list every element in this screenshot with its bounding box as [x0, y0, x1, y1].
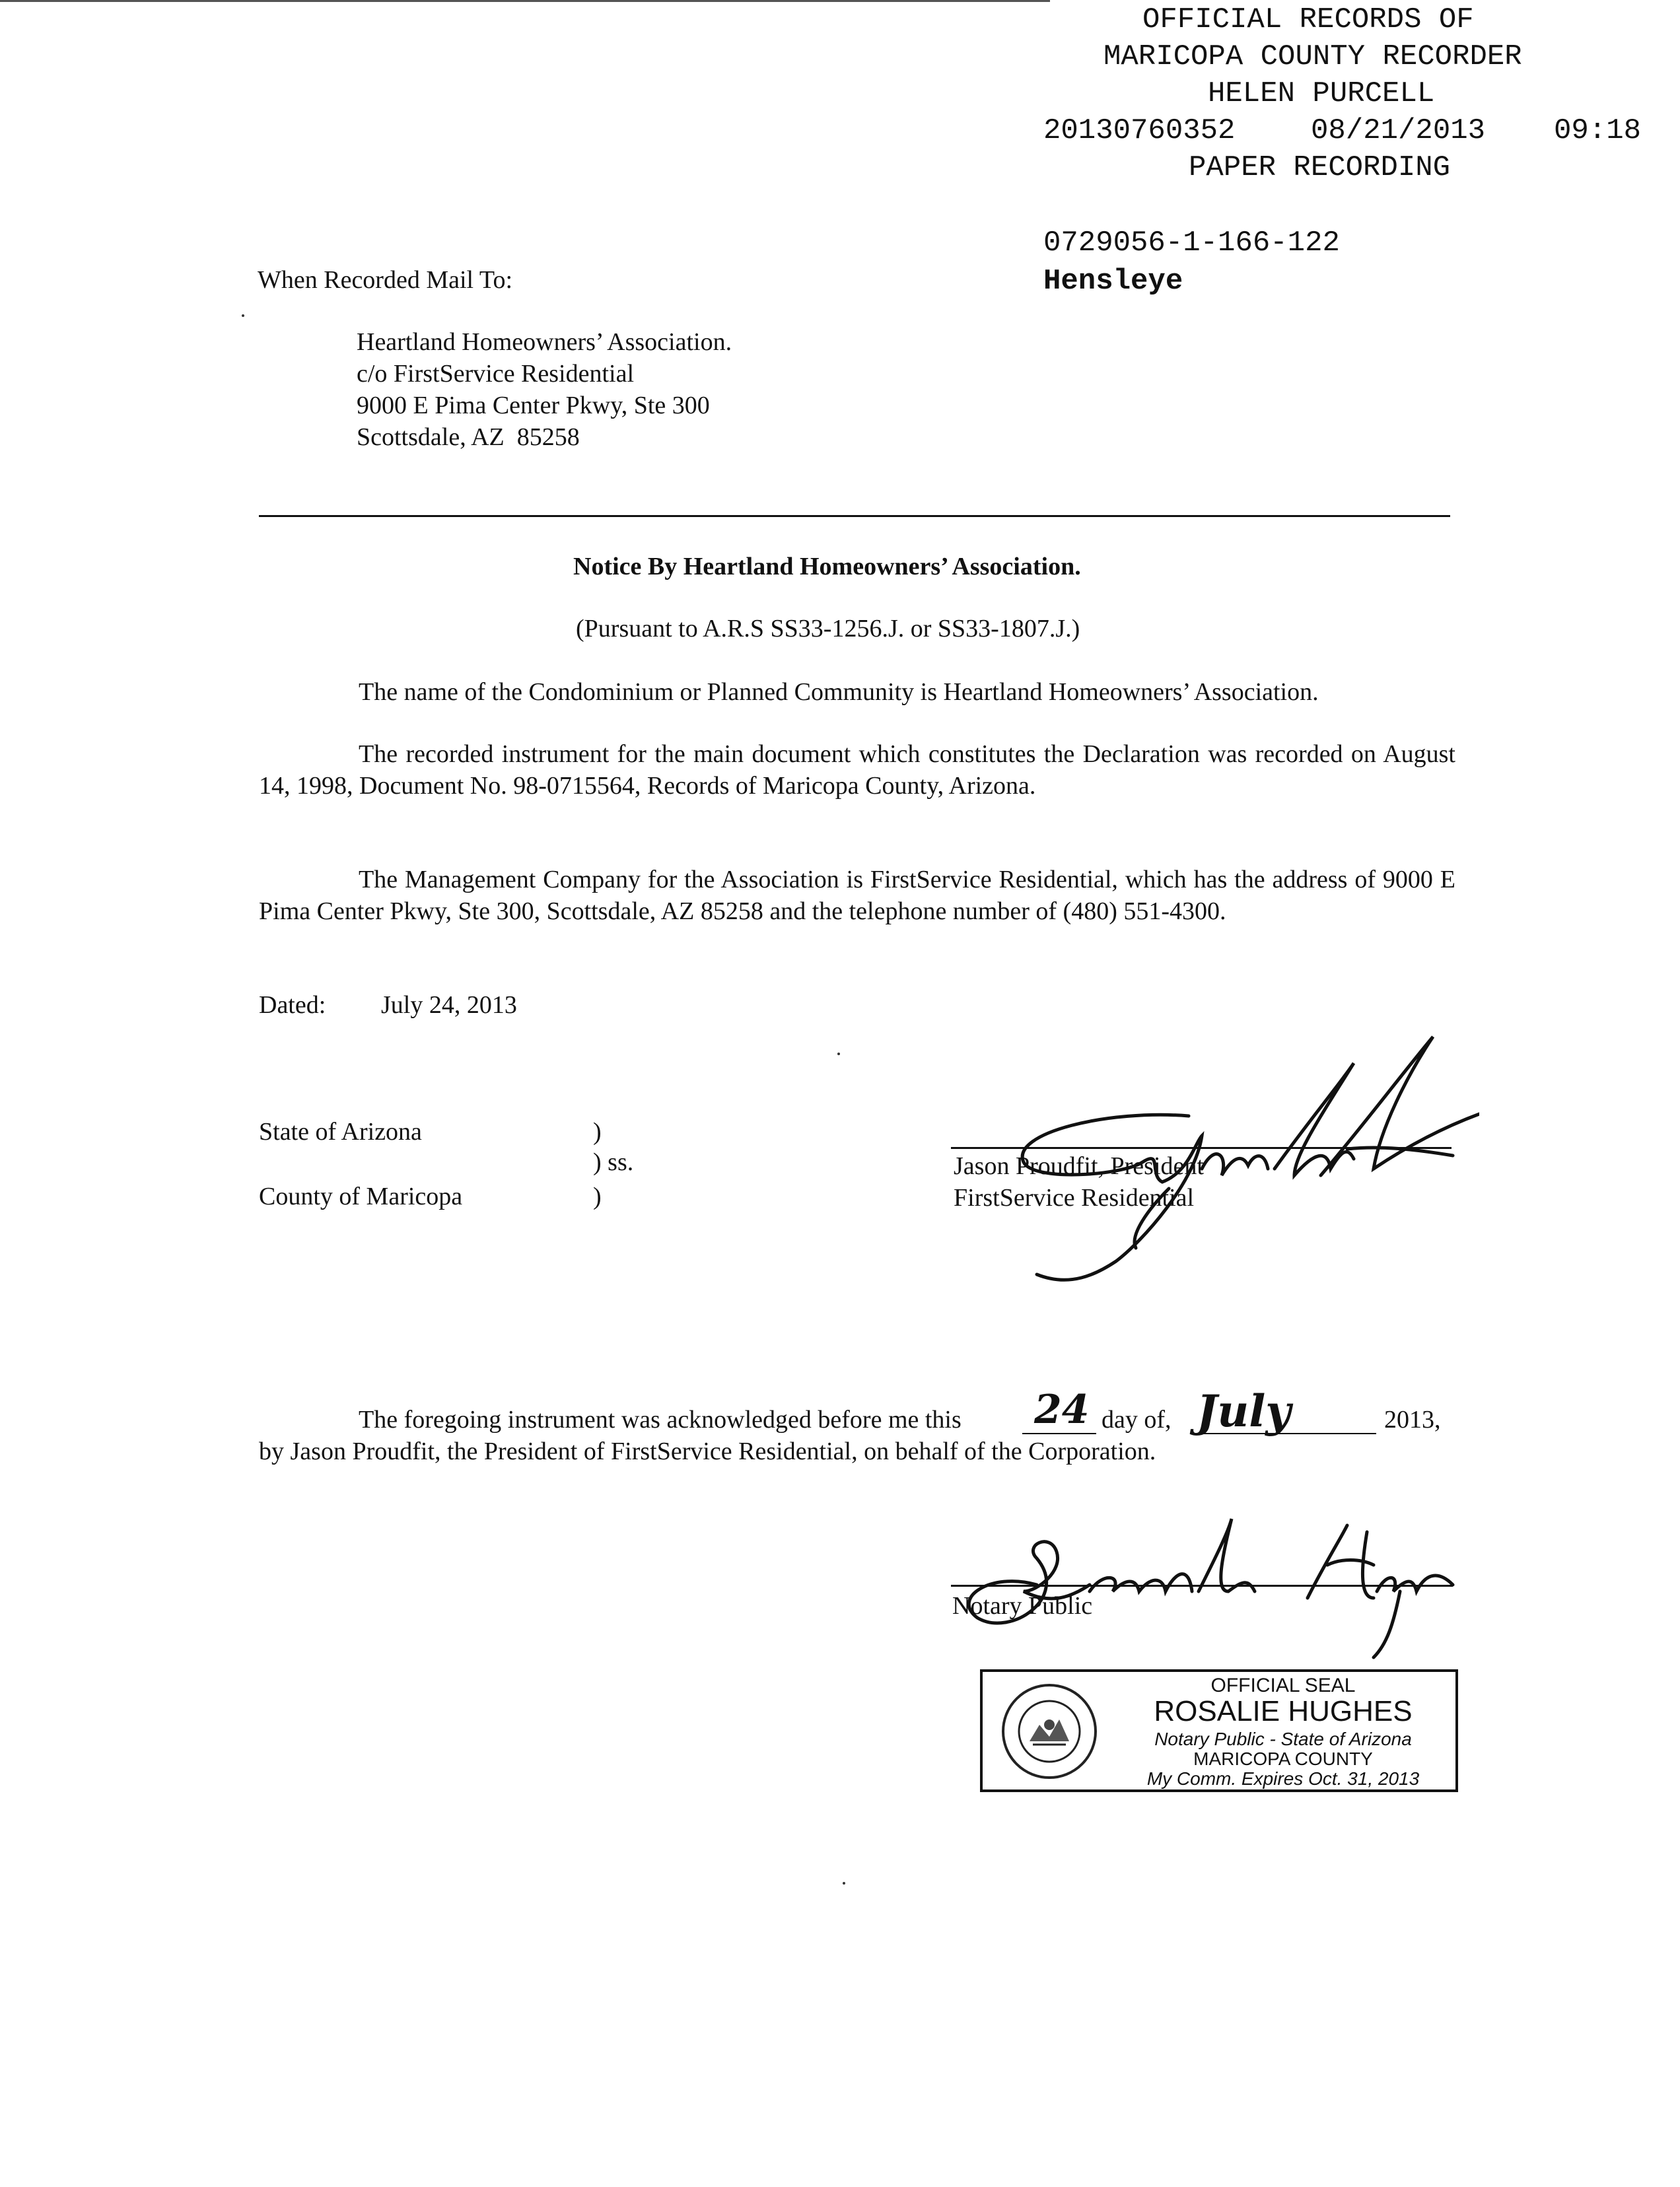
stamp-line-1: OFFICIAL RECORDS OF: [1142, 3, 1474, 36]
stamp-date: 08/21/2013: [1311, 114, 1486, 147]
ack-month-written: July: [1197, 1385, 1291, 1437]
scan-speck: [843, 1882, 845, 1885]
scan-top-edge: [0, 0, 1050, 2]
divider-line: [259, 515, 1450, 517]
ack-text-part-1: The foregoing instrument was acknowledged before me this: [359, 1406, 962, 1434]
ack-year: 2013,: [1384, 1406, 1441, 1434]
mail-to-address: [357, 326, 732, 453]
notice-paragraph-1: The name of the Condominium or Planned Community is Heartland Homeowners’ Association.: [359, 678, 1319, 706]
stamp-time: 09:18: [1554, 114, 1642, 147]
venue-county: County of Maricopa: [259, 1183, 463, 1210]
stamp-line-2: MARICOPA COUNTY RECORDER: [1103, 40, 1522, 73]
seal-line-1: Notary Public - State of Arizona: [1154, 1729, 1412, 1749]
seal-heading: OFFICIAL SEAL: [1210, 1675, 1356, 1696]
address-line: Heartland Homeowners’ Association.: [357, 328, 732, 356]
notice-pursuant: (Pursuant to A.R.S SS33-1256.J. or SS33-1807.J.): [576, 615, 1080, 642]
scan-speck: [242, 314, 244, 317]
recorder-stamp: [1043, 0, 1671, 370]
acknowledgment-line-1: [359, 1404, 962, 1436]
arizona-seal-emblem: [1000, 1679, 1099, 1784]
notice-paragraph-2: The recorded instrument for the main document which constitutes the Declaration was recorded on August 14, 1998, Document No. 98-0715564, Records of Maricopa County, Arizona.: [259, 740, 1455, 800]
venue-paren-1: ): [593, 1118, 602, 1146]
seal-line-3: My Comm. Expires Oct. 31, 2013: [1146, 1768, 1420, 1789]
stamp-line-5: PAPER RECORDING: [1189, 151, 1451, 184]
signatory-name-title: Jason Proudfit, President: [954, 1152, 1204, 1180]
mail-to-heading: When Recorded Mail To:: [258, 266, 513, 294]
stamp-doc-number: 20130760352: [1043, 114, 1236, 147]
stamp-line-3: HELEN PURCELL: [1208, 77, 1435, 110]
venue-paren-3: ): [593, 1183, 602, 1210]
notary-seal: [980, 1669, 1458, 1792]
scan-speck: [837, 1053, 840, 1055]
notice-paragraph-3: The Management Company for the Association is FirstService Residential, which has the address of 9000 E Pima Center Pkwy, Ste 300, Scottsdale, AZ 85258 and the telephone number of (480) 551-4300.: [259, 866, 1455, 925]
dated-label: Dated:: [259, 991, 326, 1019]
ack-text-part-2: day of,: [1102, 1406, 1172, 1434]
stamp-clerk: Hensleye: [1043, 265, 1183, 298]
dated-value: July 24, 2013: [381, 991, 517, 1019]
address-line: Scottsdale, AZ 85258: [357, 423, 580, 451]
signatory-company: FirstService Residential: [954, 1184, 1195, 1212]
venue-ss: ) ss.: [593, 1148, 634, 1176]
ack-day-blank: [1022, 1433, 1096, 1434]
notary-public-label: Notary Public: [952, 1592, 1093, 1620]
address-line: 9000 E Pima Center Pkwy, Ste 300: [357, 392, 710, 419]
ack-day-written: 24: [1034, 1387, 1090, 1433]
seal-line-2: MARICOPA COUNTY: [1193, 1749, 1373, 1769]
president-signature: [951, 1010, 1479, 1288]
notice-title: Notice By Heartland Homeowners’ Association.: [573, 553, 1081, 580]
stamp-parcel: 0729056-1-166-122: [1043, 226, 1340, 260]
acknowledgment-line-2: by Jason Proudfit, the President of FirstService Residential, on behalf of the Corporation.: [259, 1438, 1156, 1465]
address-line: c/o FirstService Residential: [357, 360, 635, 388]
notary-signature: [938, 1492, 1466, 1664]
seal-name: ROSALIE HUGHES: [1154, 1695, 1413, 1727]
venue-state: State of Arizona: [259, 1118, 422, 1146]
